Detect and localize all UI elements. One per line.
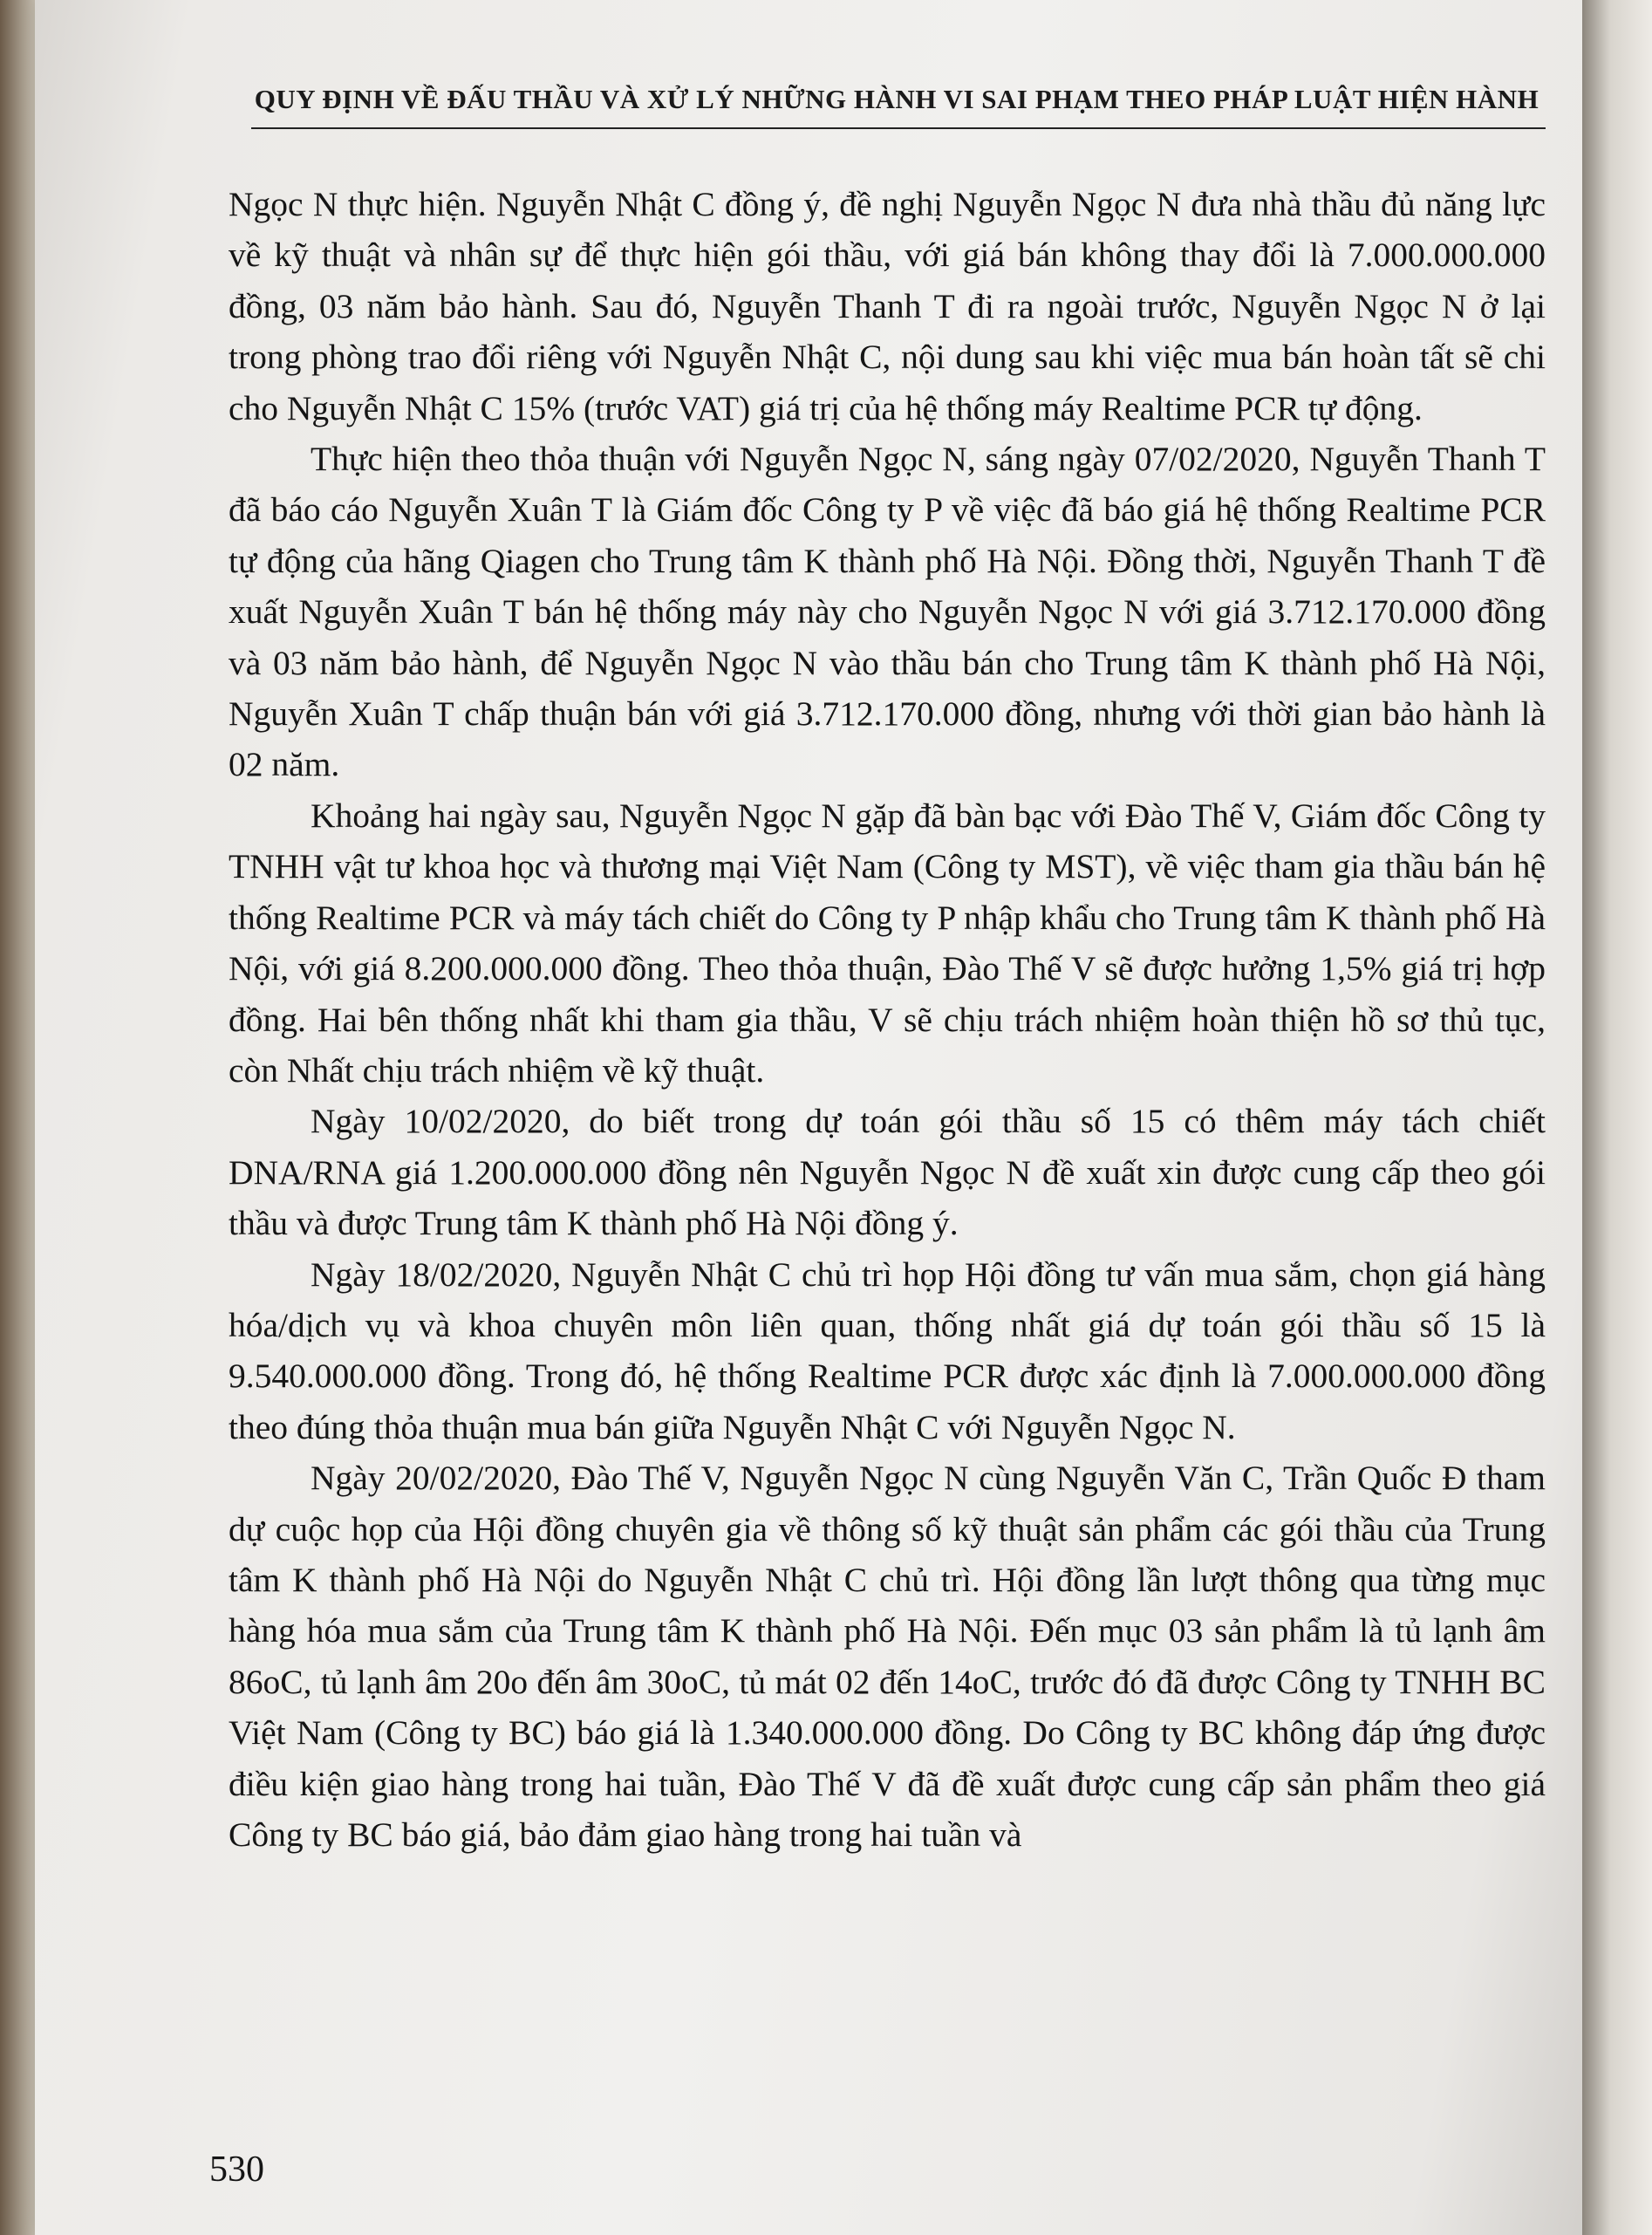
paragraph-4: Ngày 10/02/2020, do biết trong dự toán gói thầu số 15 có thêm máy tách chiết DNA/RNA giá 1.200.000.000 đồng nên Nguyễn Ngọc N đề xuất xin được cung cấp theo gói thầu và được Trung tâm K thành phố Hà Nội đồng ý.	[229, 1102, 1546, 1243]
paragraph-3: Khoảng hai ngày sau, Nguyễn Ngọc N gặp đã bàn bạc với Đào Thế V, Giám đốc Công ty TNHH vật tư khoa học và thương mại Việt Nam (Công ty MST), về việc tham gia thầu bán hệ thống Realtime PCR và máy tách chiết do Công ty P nhập khẩu cho Trung tâm K thành phố Hà Nội, với giá 8.200.000.000 đồng. Theo thỏa thuận, Đào Thế V sẽ được hưởng 1,5% giá trị hợp đồng. Hai bên thống nhất khi tham gia thầu, V sẽ chịu trách nhiệm hoàn thiện hồ sơ thủ tục, còn Nhất chịu trách nhiệm về kỹ thuật.	[229, 796, 1546, 1090]
paragraph-6: Ngày 20/02/2020, Đào Thế V, Nguyễn Ngọc N cùng Nguyễn Văn C, Trần Quốc Đ tham dự cuộc họp của Hội đồng chuyên gia về thông số kỹ thuật sản phẩm các gói thầu của Trung tâm K thành phố Hà Nội do Nguyễn Nhật C chủ trì. Hội đồng lần lượt thông qua từng mục hàng hóa mua sắm của Trung tâm K thành phố Hà Nội. Đến mục 03 sản phẩm là tủ lạnh âm 86oC, tủ lạnh âm 20o đến âm 30oC, tủ mát 02 đến 14oC, trước đó đã được Công ty TNHH BC Việt Nam (Công ty BC) báo giá là 1.340.000.000 đồng. Do Công ty BC không đáp ứng được điều kiện giao hàng trong hai tuần, Đào Thế V đã đề xuất được cung cấp sản phẩm theo giá Công ty BC báo giá, bảo đảm giao hàng trong hai tuần và	[229, 1459, 1546, 1854]
body-text	[229, 179, 1546, 1860]
paragraph-2: Thực hiện theo thỏa thuận với Nguyễn Ngọc N, sáng ngày 07/02/2020, Nguyễn Thanh T đã báo cáo Nguyễn Xuân T là Giám đốc Công ty P về việc đã báo giá hệ thống Realtime PCR tự động của hãng Qiagen cho Trung tâm K thành phố Hà Nội. Đồng thời, Nguyễn Thanh T đề xuất Nguyễn Xuân T bán hệ thống máy này cho Nguyễn Ngọc N với giá 3.712.170.000 đồng và 03 năm bảo hành, để Nguyễn Ngọc N vào thầu bán cho Trung tâm K thành phố Hà Nội, Nguyễn Xuân T chấp thuận bán với giá 3.712.170.000 đồng, nhưng với thời gian bảo hành là 02 năm.	[229, 440, 1546, 784]
running-header: QUY ĐỊNH VỀ ĐẤU THẦU VÀ XỬ LÝ NHỮNG HÀNH VI SAI PHẠM THEO PHÁP LUẬT HIỆN HÀNH	[254, 84, 1539, 114]
paragraph-1: Ngọc N thực hiện. Nguyễn Nhật C đồng ý, đề nghị Nguyễn Ngọc N đưa nhà thầu đủ năng lực về kỹ thuật và nhân sự để thực hiện gói thầu, với giá bán không thay đổi là 7.000.000.000 đồng, 03 năm bảo hành. Sau đó, Nguyễn Thanh T đi ra ngoài trước, Nguyễn Ngọc N ở lại trong phòng trao đổi riêng với Nguyễn Nhật C, nội dung sau khi việc mua bán hoàn tất sẽ chi cho Nguyễn Nhật C 15% (trước VAT) giá trị của hệ thống máy Realtime PCR tự động.	[229, 185, 1546, 427]
paragraph-5: Ngày 18/02/2020, Nguyễn Nhật C chủ trì họp Hội đồng tư vấn mua sắm, chọn giá hàng hóa/dịch vụ và khoa chuyên môn liên quan, thống nhất giá dự toán gói thầu số 15 là 9.540.000.000 đồng. Trong đó, hệ thống Realtime PCR được xác định là 7.000.000.000 đồng theo đúng thỏa thuận mua bán giữa Nguyễn Nhật C với Nguyễn Ngọc N.	[229, 1254, 1546, 1446]
page-number: 530	[209, 2150, 264, 2190]
facing-page-edge	[1582, 0, 1652, 2235]
header-rule	[251, 127, 1546, 129]
